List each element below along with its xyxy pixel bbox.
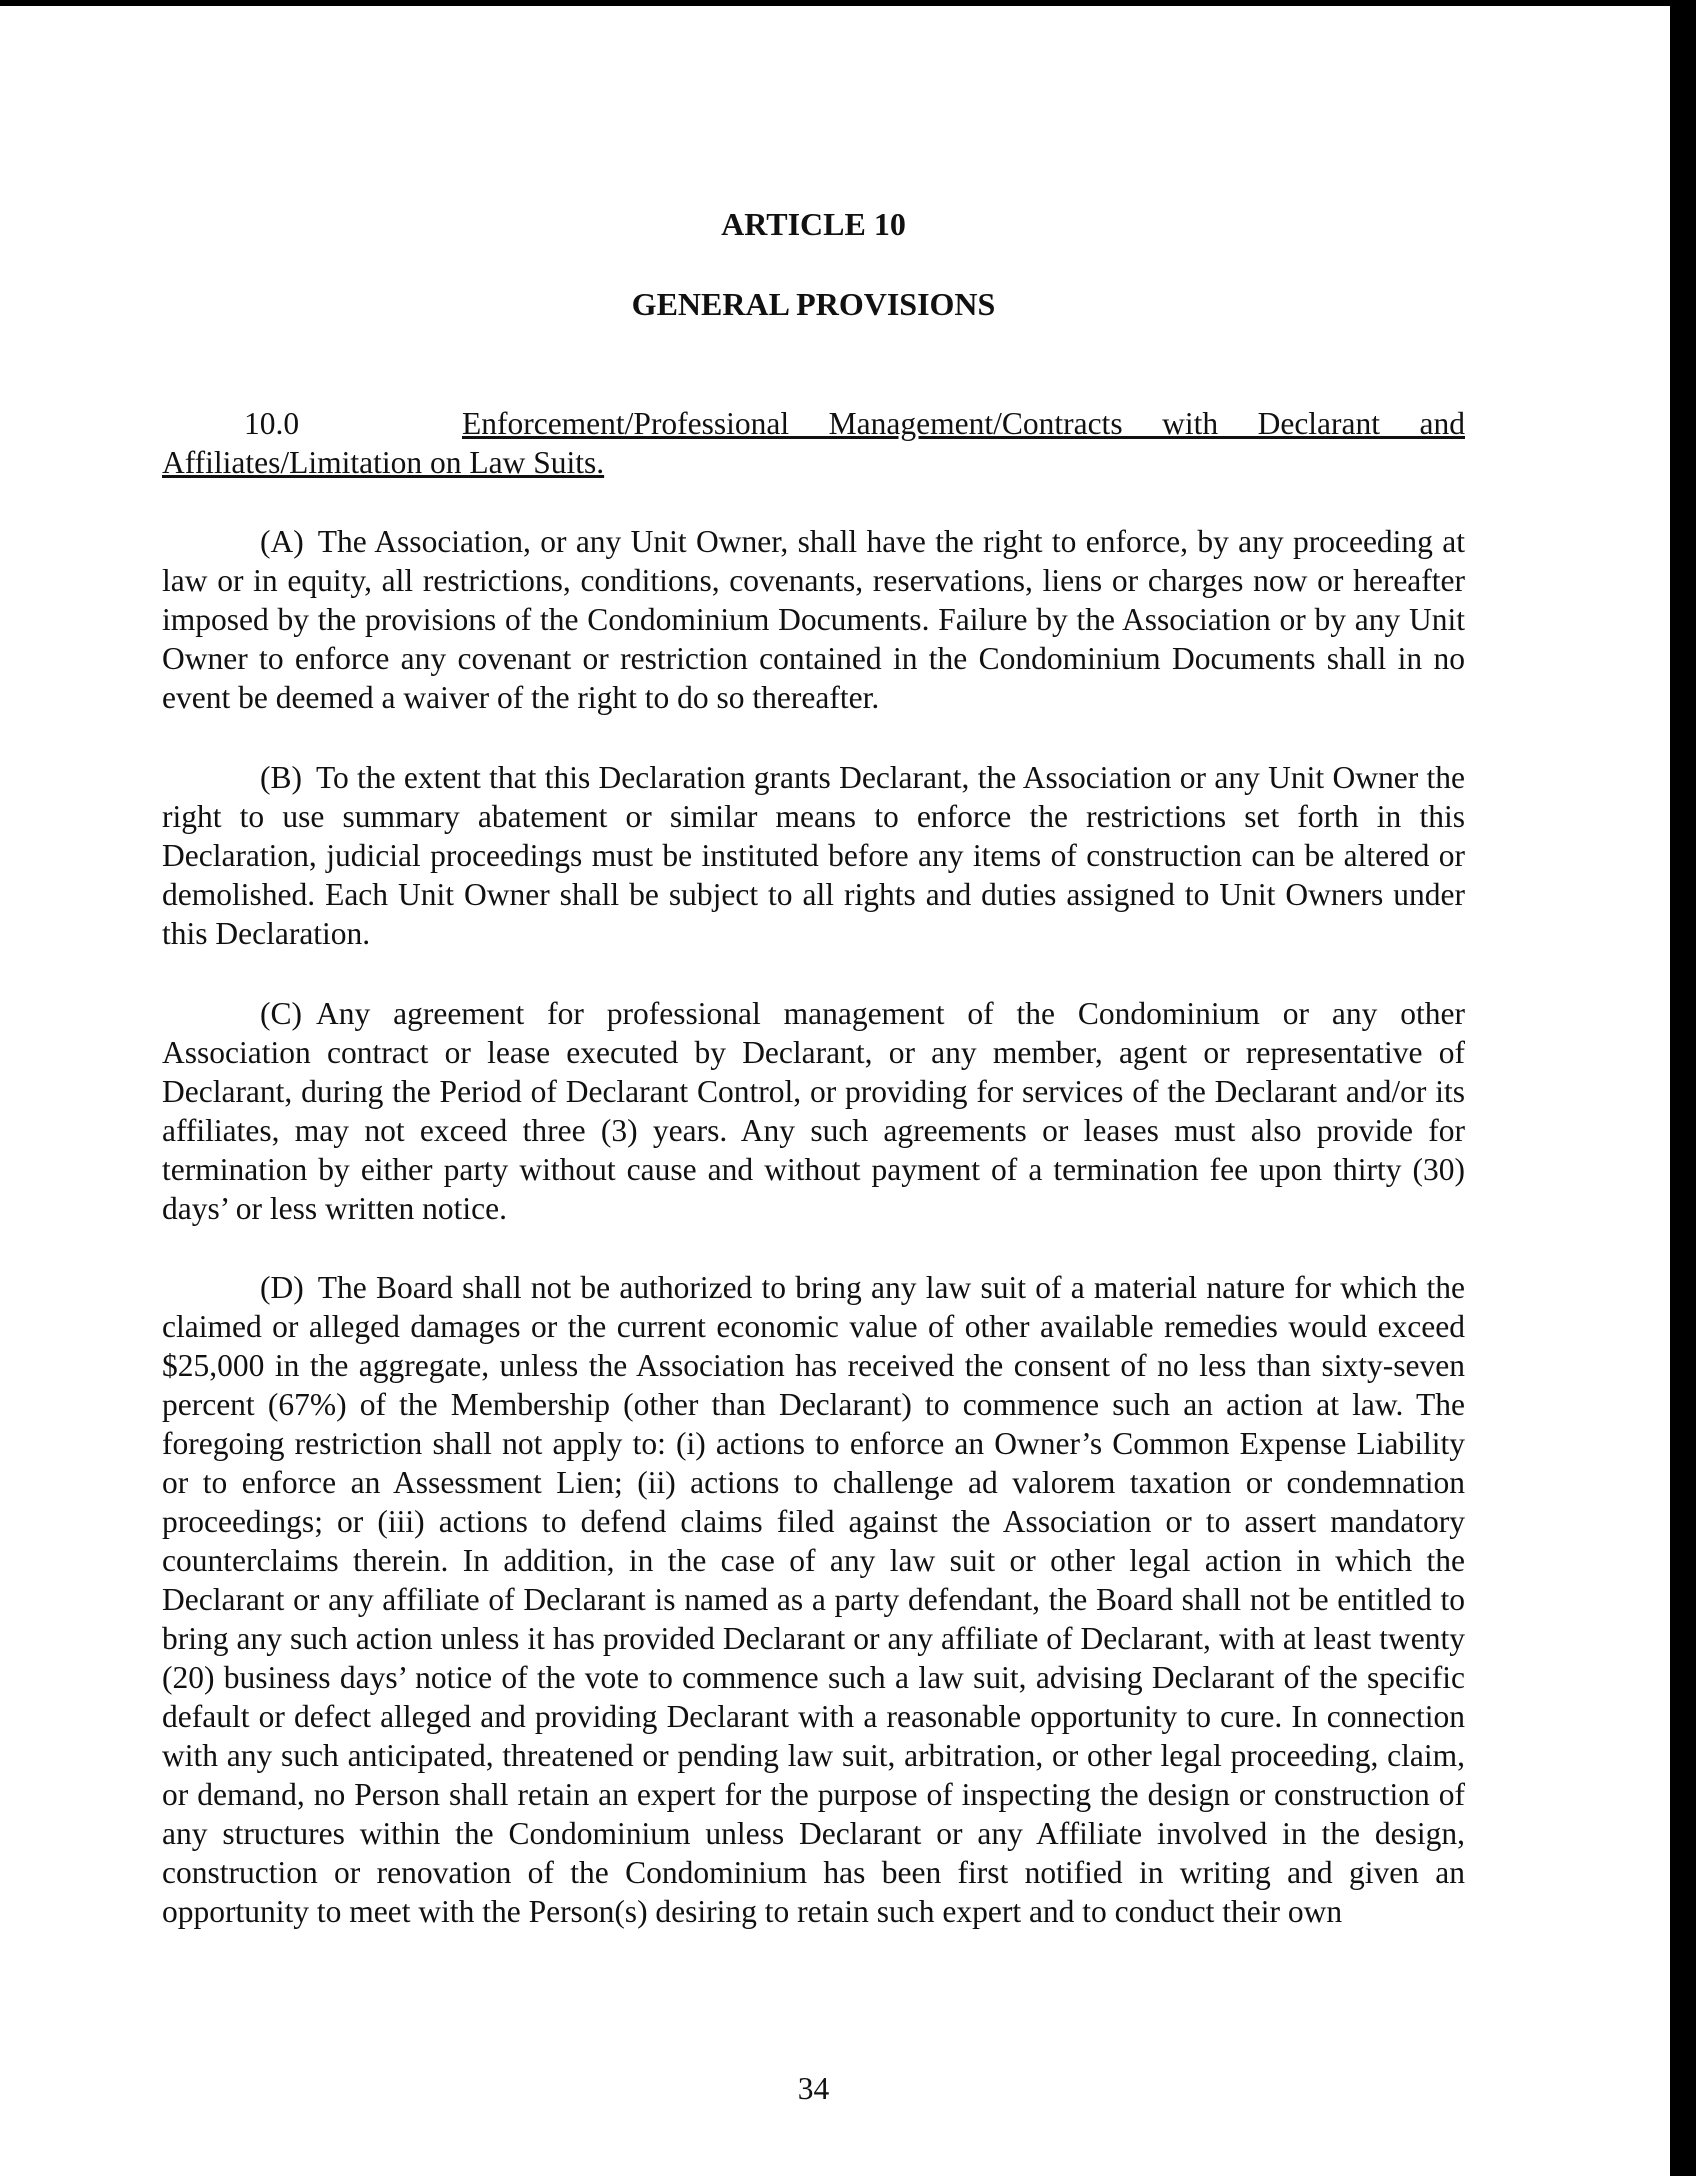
section-heading: 10.0 Enforcement/Professional Management/Contracts with Declarant and Affiliates/Limitation on Law Suits.	[162, 406, 1465, 480]
paragraph-label: (B)	[260, 760, 302, 795]
page-number: 34	[797, 2071, 830, 2106]
scan-border-right	[1670, 0, 1696, 2176]
article-subtitle: GENERAL PROVISIONS	[631, 286, 996, 322]
paragraph-d	[162, 1268, 1465, 1931]
article-title: ARTICLE 10	[721, 206, 906, 242]
paragraph-text: Any agreement for professional management of the Condominium or any other Association contract or lease executed by Declarant, or any member, agent or representative of Declarant, during the Period of Declarant Control, or providing for services of the Declarant and/or its affiliates, may not exceed three (3) years. Any such agreements or leases must also provide for termination by either party without cause and without payment of a termination fee upon thirty (30) days’ or less written notice.	[162, 996, 1465, 1226]
paragraph-label: (D)	[260, 1270, 304, 1305]
paragraph-text: The Board shall not be authorized to bring any law suit of a material nature for which the claimed or alleged damages or the current economic value of other available remedies would exceed $25,000 in the aggregate, unless the Association has received the consent of no less than sixty-seven percent (67%) of the Membership (other than Declarant) to commence such an action at law. The foregoing restriction shall not apply to: (i) actions to enforce an Owner’s Common Expense Liability or to enforce an Assessment Lien; (ii) actions to challenge ad valorem taxation or condemnation proceedings; or (iii) actions to defend claims filed against the Association or to assert mandatory counterclaims therein. In addition, in the case of any law suit or other legal action in which the Declarant or any affiliate of Declarant is named as a party defendant, the Board shall not be entitled to bring any such action unless it has provided Declarant or any affiliate of Declarant, with at least twenty (20) business days’ notice of the vote to commence such a law suit, advising Declarant of the specific default or defect alleged and providing Declarant with a reasonable opportunity to cure. In connection with any such anticipated, threatened or pending law suit, arbitration, or other legal proceeding, claim, or demand, no Person shall retain an expert for the purpose of inspecting the design or construction of any structures within the Condominium unless Declarant or any Affiliate involved in the design, construction or renovation of the Condominium has been first notified in writing and given an opportunity to meet with the Person(s) desiring to retain such expert and to conduct their own	[162, 1270, 1465, 1929]
paragraph-label: (A)	[260, 524, 304, 559]
section-title: Enforcement/Professional Management/Contracts with Declarant and Affiliates/Limitation on Law Suits.	[162, 406, 1465, 480]
paragraph-c	[162, 994, 1465, 1228]
paragraph-a	[162, 522, 1465, 717]
scan-border-top	[0, 0, 1696, 6]
paragraph-text: The Association, or any Unit Owner, shall have the right to enforce, by any proceeding at law or in equity, all restrictions, conditions, covenants, reservations, liens or charges now or hereafter imposed by the provisions of the Condominium Documents. Failure by the Association or by any Unit Owner to enforce any covenant or restriction contained in the Condominium Documents shall in no event be deemed a waiver of the right to do so thereafter.	[162, 524, 1465, 715]
paragraph-b	[162, 758, 1465, 953]
paragraph-text: To the extent that this Declaration grants Declarant, the Association or any Unit Owner the right to use summary abatement or similar means to enforce the restrictions set forth in this Declaration, judicial proceedings must be instituted before any items of construction can be altered or demolished. Each Unit Owner shall be subject to all rights and duties assigned to Unit Owners under this Declaration.	[162, 760, 1465, 951]
paragraph-label: (C)	[260, 996, 302, 1031]
